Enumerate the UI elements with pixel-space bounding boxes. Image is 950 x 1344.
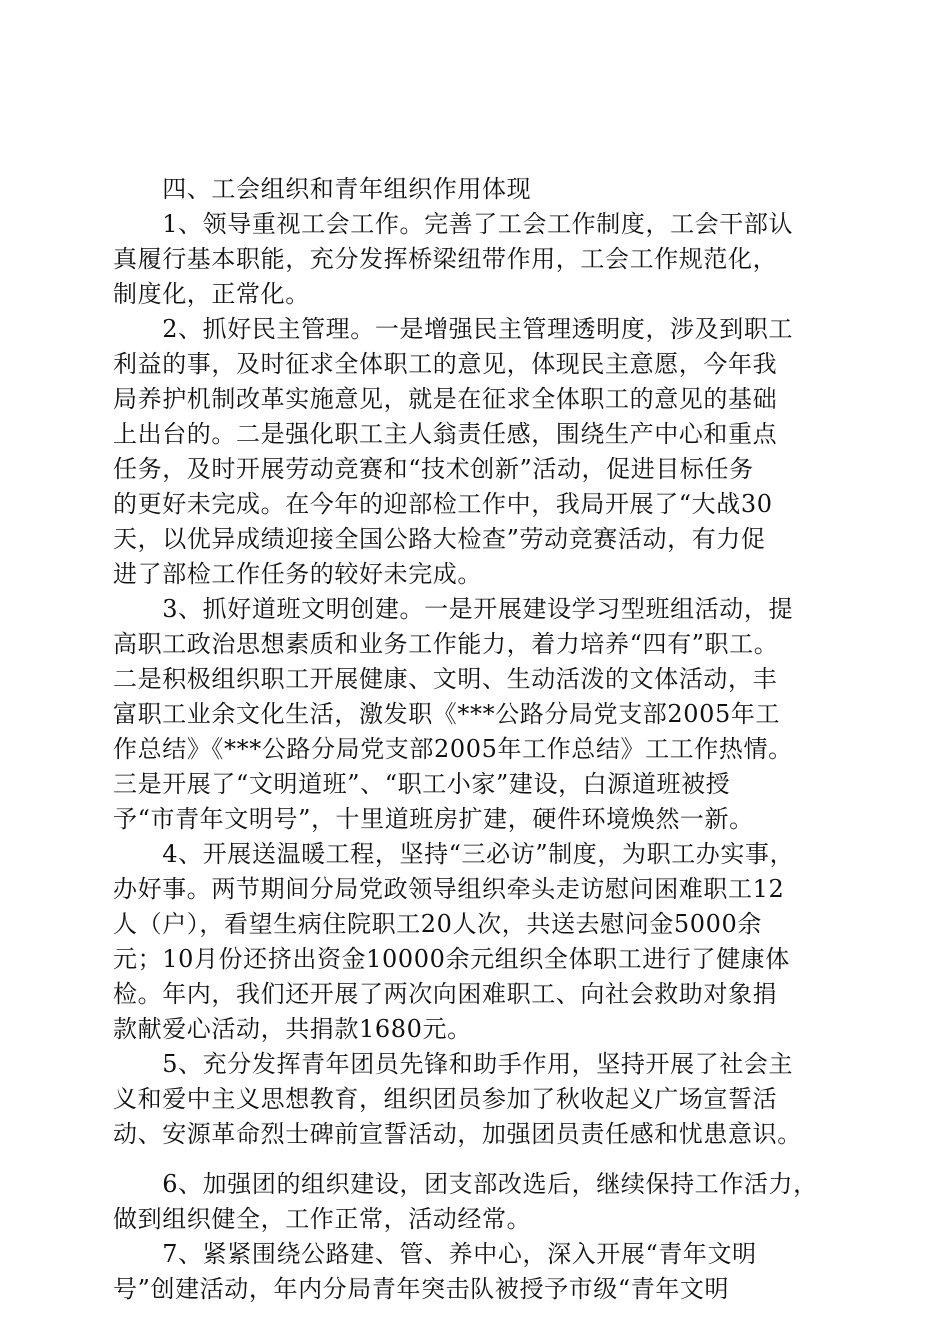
text-line: 利益的事，及时征求全体职工的意见，体现民主意愿，今年我 xyxy=(113,350,778,378)
text-line: 作总结》《***公路分局党支部2005年工作总结》工工作热情。 xyxy=(113,735,793,763)
text-line: 动、安源革命烈士碑前宣誓活动，加强团员责任感和忧患意识。 xyxy=(113,1120,802,1148)
text-line: 7、紧紧围绕公路建、管、养中心，深入开展“青年文明 xyxy=(113,1240,757,1268)
text-line: 富职工业余文化生活，激发职《***公路分局党支部2005年工 xyxy=(113,700,781,728)
section-heading: 四、工会组织和青年组织作用体现 xyxy=(113,175,532,203)
text-line: 3、抓好道班文明创建。一是开展建设学习型班组活动，提 xyxy=(113,595,794,623)
text-line: 三是开展了“文明道班”、“职工小家”建设，白源道班被授 xyxy=(113,770,731,798)
text-line: 上出台的。二是强化职工主人翁责任感，围绕生产中心和重点 xyxy=(113,420,778,448)
text-line: 5、充分发挥青年团员先锋和助手作用，坚持开展了社会主 xyxy=(113,1050,794,1078)
text-line: 局养护机制改革实施意见，就是在征求全体职工的意见的基础 xyxy=(113,385,778,413)
text-line: 予“市青年文明号”，十里道班房扩建，硬件环境焕然一新。 xyxy=(113,805,754,833)
text-line: 制度化，正常化。 xyxy=(113,280,310,308)
text-line: 号”创建活动，年内分局青年突击队被授予市级“青年文明 xyxy=(113,1275,730,1303)
text-line: 1、领导重视工会工作。完善了工会工作制度，工会干部认 xyxy=(113,210,794,238)
text-line: 任务，及时开展劳动竞赛和“技术创新”活动，促进目标任务 xyxy=(113,455,754,483)
text-line: 2、抓好民主管理。一是增强民主管理透明度，涉及到职工 xyxy=(113,315,794,343)
text-line: 款献爱心活动，共捐款1680元。 xyxy=(113,1015,472,1043)
text-line: 检。年内，我们还开展了两次向困难职工、向社会救助对象捐 xyxy=(113,980,778,1008)
text-line: 高职工政治思想素质和业务工作能力，着力培养“四有”职工。 xyxy=(113,630,779,658)
text-line: 真履行基本职能，充分发挥桥梁纽带作用，工会工作规范化， xyxy=(113,245,778,273)
text-line: 的更好未完成。在今年的迎部检工作中，我局开展了“大战30 xyxy=(113,490,773,518)
text-line: 6、加强团的组织建设，团支部改选后，继续保持工作活力， xyxy=(113,1170,818,1198)
text-line: 二是积极组织职工开展健康、文明、生动活泼的文体活动，丰 xyxy=(113,665,778,693)
text-line: 做到组织健全，工作正常，活动经常。 xyxy=(113,1205,532,1233)
text-line: 义和爱中主义思想教育，组织团员参加了秋收起义广场宣誓活 xyxy=(113,1085,778,1113)
text-line: 办好事。两节期间分局党政领导组织牵头走访慰问困难职工12 xyxy=(113,875,785,903)
text-line: 元；10月份还挤出资金10000余元组织全体职工进行了健康体 xyxy=(113,945,790,973)
text-line: 人（户），看望生病住院职工20人次，共送去慰问金5000余 xyxy=(113,910,763,938)
text-line: 天，以优异成绩迎接全国公路大检查”劳动竞赛活动，有力促 xyxy=(113,525,766,553)
text-line: 进了部检工作任务的较好未完成。 xyxy=(113,560,482,588)
text-line: 4、开展送温暖工程，坚持“三必访”制度，为职工办实事， xyxy=(113,840,795,868)
